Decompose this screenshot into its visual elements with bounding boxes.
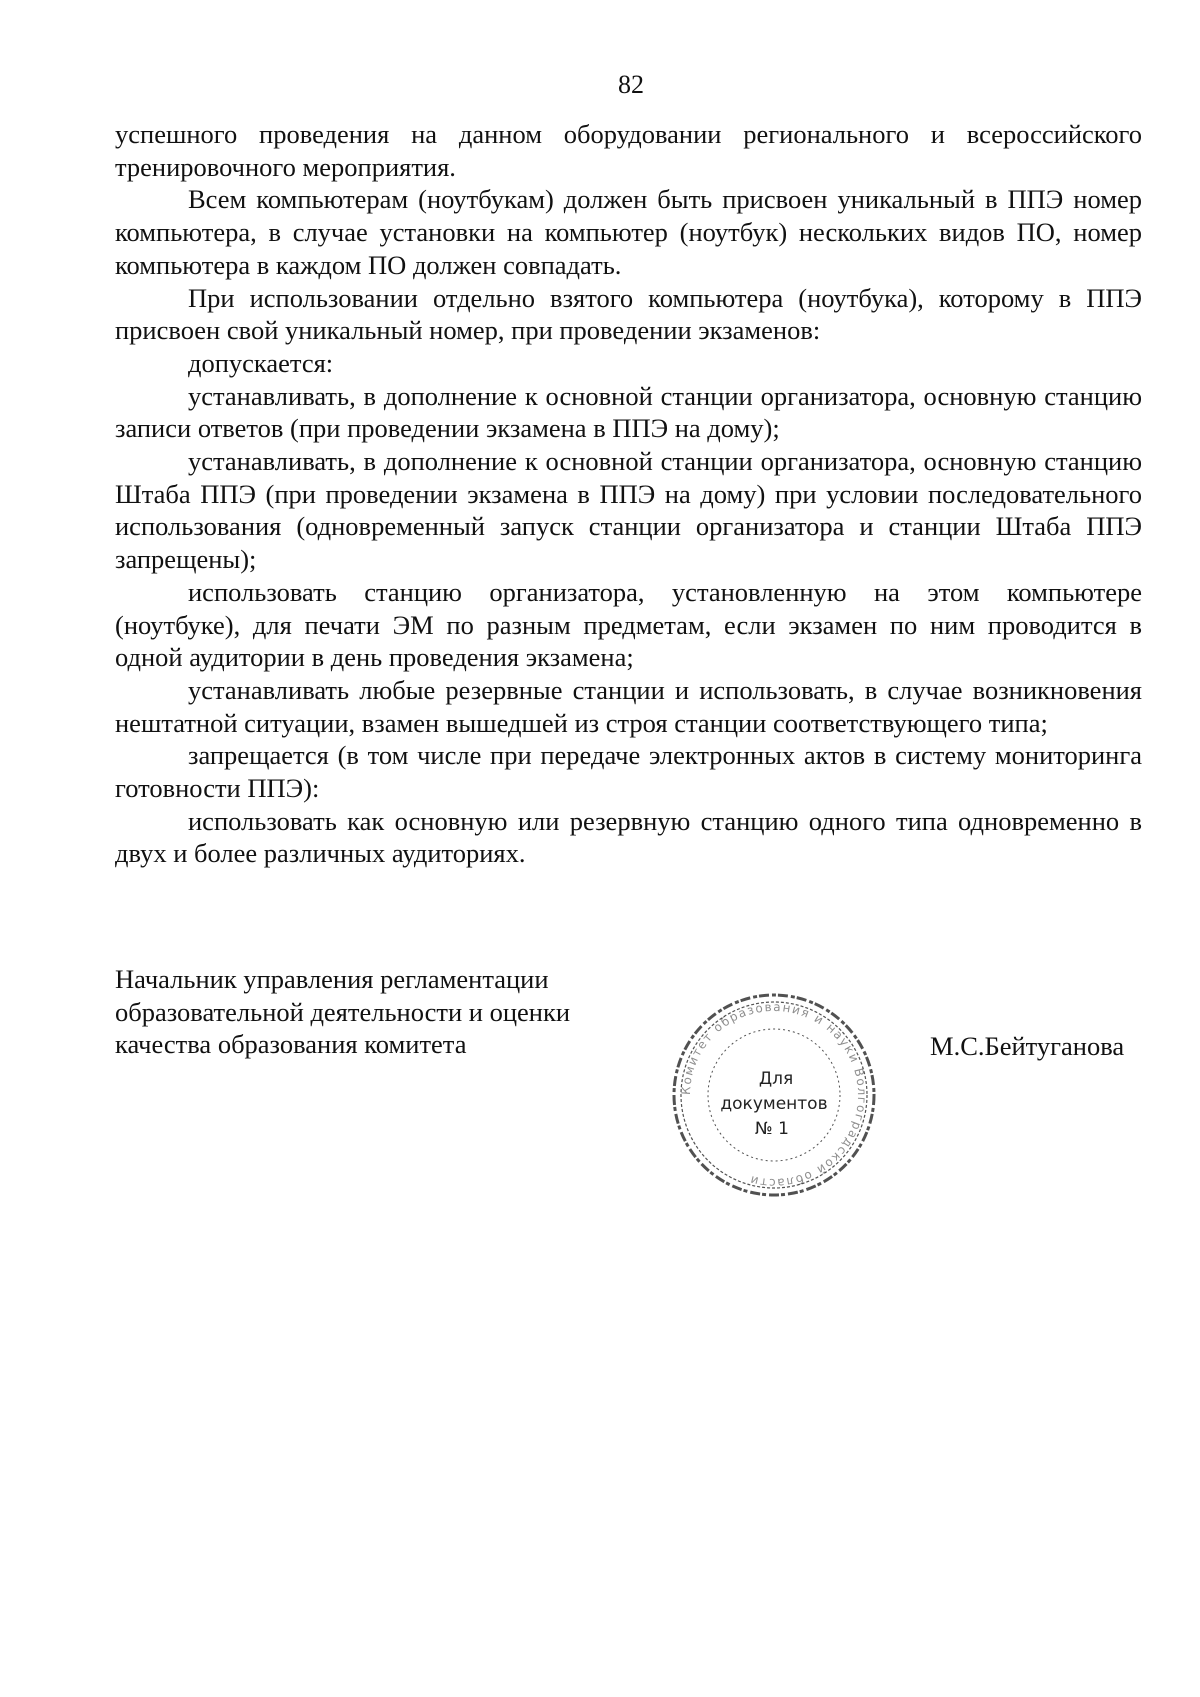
- svg-text:№ 1: № 1: [755, 1119, 789, 1139]
- paragraph: устанавливать, в дополнение к основной станции организатора, основную станцию записи ответов (при проведении экзамена в ППЭ на дому);: [115, 380, 1142, 444]
- paragraph: успешного проведения на данном оборудовании регионального и всероссийского тренировочного мероприятия.: [115, 119, 1142, 182]
- paragraph: Всем компьютерам (ноутбукам) должен быть присвоен уникальный в ППЭ номер компьютера, в случае установки на компьютер (ноутбук) нескольких видов ПО, номер компьютера в каждом ПО должен совпадать.: [115, 184, 1142, 280]
- paragraph: запрещается (в том числе при передаче электронных актов в систему мониторинга готовности ППЭ):: [115, 740, 1142, 804]
- signatory-title-line: образовательной деятельности и оценки: [115, 996, 571, 1027]
- svg-text:Для: Для: [758, 1069, 794, 1089]
- svg-text:документов: документов: [720, 1094, 828, 1114]
- paragraph: устанавливать, в дополнение к основной станции организатора, основную станцию Штаба ППЭ (при проведении экзамена в ППЭ на дому) при условии последовательного использования (одновременный запуск станции организатора и станции Штаба ППЭ запрещены);: [115, 446, 1142, 575]
- paragraph: использовать станцию организатора, установленную на этом компьютере (ноутбуке), для печати ЭМ по разным предметам, если экзамен по ним проводится в одной аудитории в день проведения экзамена;: [115, 576, 1142, 673]
- signatory-name: М.С.Бейтуганова: [930, 1031, 1125, 1061]
- stamp-center-text: [720, 1069, 827, 1139]
- signatory-title-line: Начальник управления регламентации: [115, 964, 549, 994]
- paragraph: При использовании отдельно взятого компьютера (ноутбука), которому в ППЭ присвоен свой уникальный номер, при проведении экзаменов:: [115, 282, 1142, 346]
- signatory-title: [115, 963, 635, 1061]
- paragraph: допускается:: [188, 347, 334, 378]
- page-number: 82: [618, 70, 644, 99]
- official-stamp: [668, 990, 880, 1200]
- paragraph: использовать как основную или резервную станцию одного типа одновременно в двух и более различных аудиториях.: [115, 805, 1142, 869]
- stamp-ring-text: Комитет образования и науки Волгоградской области: [678, 999, 870, 1191]
- signatory-title-line: качества образования комитета: [115, 1029, 467, 1060]
- body-text: [115, 118, 1142, 870]
- paragraph: устанавливать любые резервные станции и использовать, в случае возникновения нештатной ситуации, взамен вышедшей из строя станции соответствующего типа;: [115, 674, 1142, 738]
